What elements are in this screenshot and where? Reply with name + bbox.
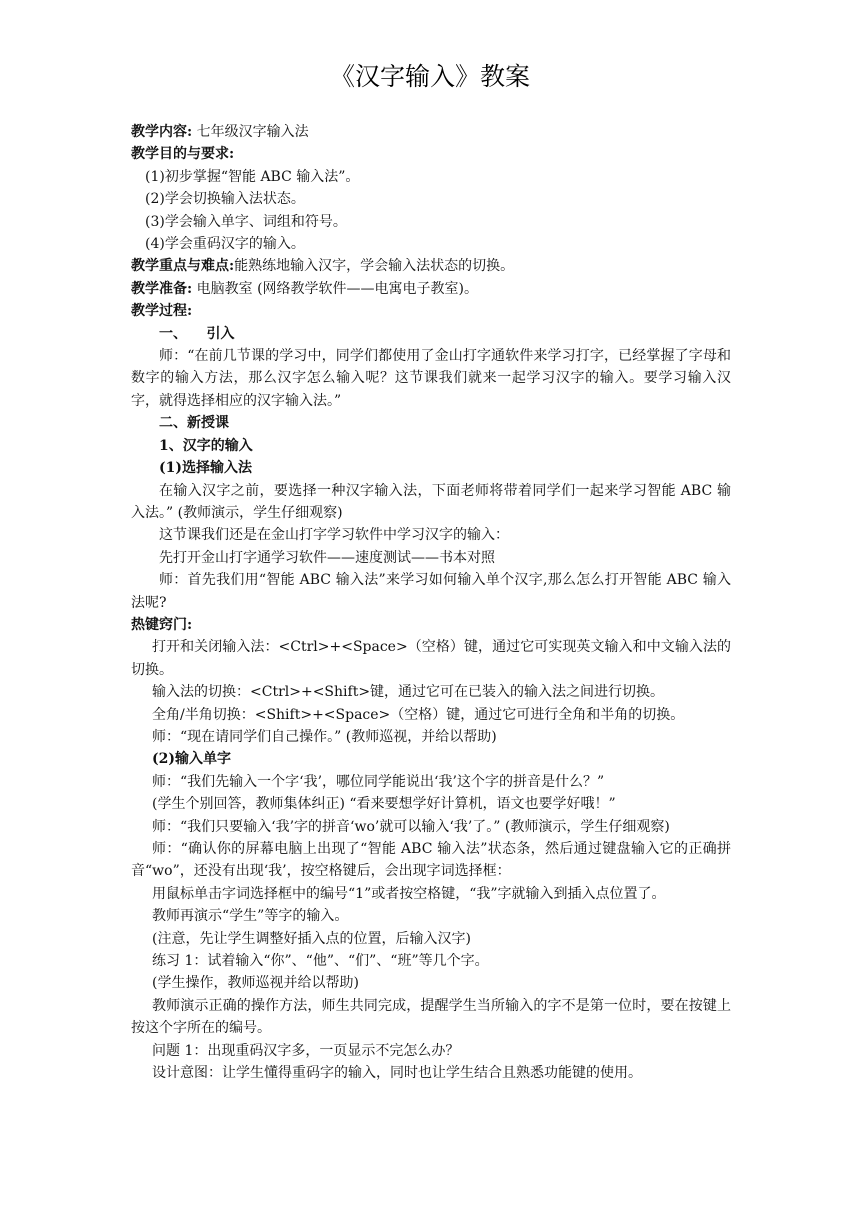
paragraph-key-points <box>131 255 731 277</box>
paragraph: (学生个别回答，教师集体纠正) “看来要想学好计算机，语文也要学好哦！” <box>152 796 616 813</box>
paragraph: 先打开金山打字通学习软件——速度测试——书本对照 <box>159 549 495 566</box>
paragraph: (学生操作，教师巡视并给以帮助) <box>152 975 359 992</box>
paragraph: 用鼠标单击字词选择框中的编号“1”或者按空格键，“我”字就输入到插入点位置了。 <box>152 885 666 902</box>
paragraph-label: 教学过程: <box>131 303 193 320</box>
goal-item: (3)学会输入单字、词组和符号。 <box>145 213 347 230</box>
paragraph: 练习 1：试着输入“你”、“他”、“们”、“班”等几个字。 <box>152 953 489 970</box>
document-title: 《汉字输入》教案 <box>329 62 530 91</box>
paragraph: 教师再演示“学生”等字的输入。 <box>152 908 349 925</box>
paragraph-label: 热键窍门: <box>131 616 193 633</box>
section-heading: 二、新授课 <box>159 415 229 432</box>
paragraph: 师：“我们只要输入‘我’字的拼音‘wo’就可以输入‘我’了。” (教师演示，学生仔细观察) <box>152 818 670 835</box>
subsection-heading: (2)输入单字 <box>152 751 231 768</box>
paragraph-text: 电脑教室 (网络教学软件——电寓电子教室)。 <box>192 280 478 297</box>
paragraph: 设计意图：让学生懂得重码字的输入，同时也让学生结合且熟悉功能键的使用。 <box>152 1065 642 1082</box>
paragraph: 问题 1：出现重码汉字多，一页显示不完怎么办？ <box>152 1042 460 1059</box>
paragraph: 在输入汉字之前，要选择一种汉字输入法，下面老师将带着同学们一起来学习智能 ABC 输入法。” (教师演示，学生仔细观察) <box>131 482 731 521</box>
goal-item: (4)学会重码汉字的输入。 <box>145 236 305 253</box>
goal-item: (2)学会切换输入法状态。 <box>145 191 305 208</box>
paragraph: (注意，先让学生调整好插入点的位置，后输入汉字) <box>152 930 471 947</box>
subsection-heading: (1)选择输入法 <box>159 460 252 477</box>
paragraph: 这节课我们还是在金山打字学习软件中学习汉字的输入： <box>159 527 509 544</box>
paragraph-hotkey-heading <box>131 614 731 636</box>
paragraph: 师：首先我们用“智能 ABC 输入法”来学习如何输入单个汉字,那么怎么打开智能 ABC 输入法呢? <box>131 572 731 611</box>
section-heading: 一、 引入 <box>159 325 235 342</box>
paragraph-goals-heading <box>131 143 731 165</box>
paragraph: 师：“在前几节课的学习中，同学们都使用了金山打字通软件来学习打字，已经掌握了字母和数字的输入方法，那么汉字怎么输入呢？这节课我们就来一起学习汉字的输入。要学习输入汉字，就得选择相应的汉字输入法。” <box>131 348 731 409</box>
paragraph-text: 七年级汉字输入法 <box>192 124 309 140</box>
subsection-heading: 1、汉字的输入 <box>159 437 253 454</box>
paragraph-text: 能熟练地输入汉字，学会输入法状态的切换。 <box>234 258 515 275</box>
paragraph-label: 教学内容: <box>131 124 193 140</box>
paragraph: 师：“现在请同学们自己操作。” (教师巡视，并给以帮助) <box>152 728 497 745</box>
paragraph-label: 教学准备: <box>131 280 193 297</box>
paragraph-process-heading <box>131 300 731 322</box>
document-body <box>131 121 731 1084</box>
paragraph: 全角/半角切换：<Shift>+<Space>（空格）键，通过它可进行全角和半角的切换。 <box>152 706 685 723</box>
paragraph: 教师演示正确的操作方法，师生共同完成，提醒学生当所输入的字不是第一位时，要在按键上按这个字所在的编号。 <box>131 997 731 1037</box>
paragraph: 输入法的切换：<Ctrl>+<Shift>键，通过它可在已装入的输入法之间进行切换。 <box>152 684 665 701</box>
paragraph-content <box>131 121 731 143</box>
paragraph-preparation <box>131 278 731 300</box>
paragraph: 师：“我们先输入一个字‘我’，哪位同学能说出‘我’这个字的拼音是什么？” <box>152 773 605 790</box>
paragraph: 打开和关闭输入法：<Ctrl>+<Space>（空格）键，通过它可实现英文输入和中文输入法的切换。 <box>131 639 731 678</box>
paragraph-label: 教学重点与难点: <box>131 258 235 275</box>
paragraph: 师：“确认你的屏幕电脑上出现了“智能 ABC 输入法”状态条，然后通过键盘输入它的正确拼音“wo”，还没有出现‘我’，按空格键后，会出现字词选择框： <box>131 841 731 880</box>
goal-item: (1)初步掌握“智能 ABC 输入法”。 <box>145 168 360 185</box>
paragraph-label: 教学目的与要求: <box>131 146 235 163</box>
